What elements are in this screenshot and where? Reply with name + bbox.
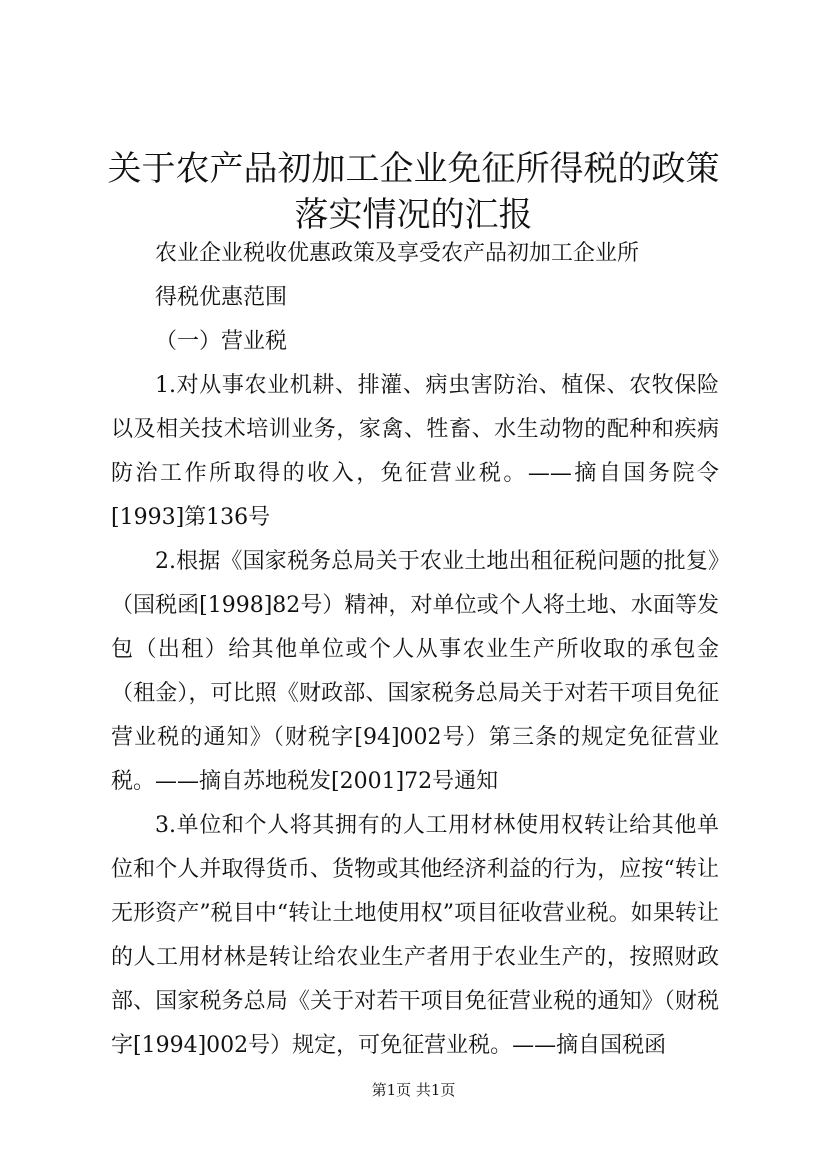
section-heading: （一）营业税 (155, 329, 288, 354)
paragraph-3: 3.单位和个人将其拥有的人工用材林使用权转让给其他单位和个人并取得货币、货物或其他经济利益的行为，应按“转让无形资产”税目中“转让土地使用权”项目征收营业税。如果转让的人工用材林是转让给农业生产者用于农业生产的，按照财政部、国家税务总局《关于对若干项目免征营业税的通知》（财税字[1994]002号）规定，可免征营业税。——摘自国税函 (111, 813, 719, 1058)
subtitle-line-1: 农业企业税收优惠政策及享受农产品初加工企业所 (155, 241, 640, 266)
document-title: 关于农产品初加工企业免征所得税的政策落实情况的汇报 (107, 149, 720, 235)
paragraph-1: 1.对从事农业机耕、排灌、病虫害防治、植保、农牧保险以及相关技术培训业务，家禽、牲畜、水生动物的配种和疾病防治工作所取得的收入，免征营业税。——摘自国务院令[1993]第136号 (111, 373, 719, 530)
paragraph-2: 2.根据《国家税务总局关于农业土地出租征税问题的批复》（国税函[1998]82号）精神，对单位或个人将土地、水面等发包（出租）给其他单位或个人从事农业生产所收取的承包金（租金），可比照《财政部、国家税务总局关于对若干项目免征营业税的通知》（财税字[94]002号）第三条的规定免征营业税。——摘自苏地税发[2001]72号通知 (111, 549, 719, 794)
page-footer: 第1页 共1页 (371, 1081, 456, 1099)
document-body (111, 232, 719, 1068)
subtitle-line-2: 得税优惠范围 (155, 285, 288, 310)
